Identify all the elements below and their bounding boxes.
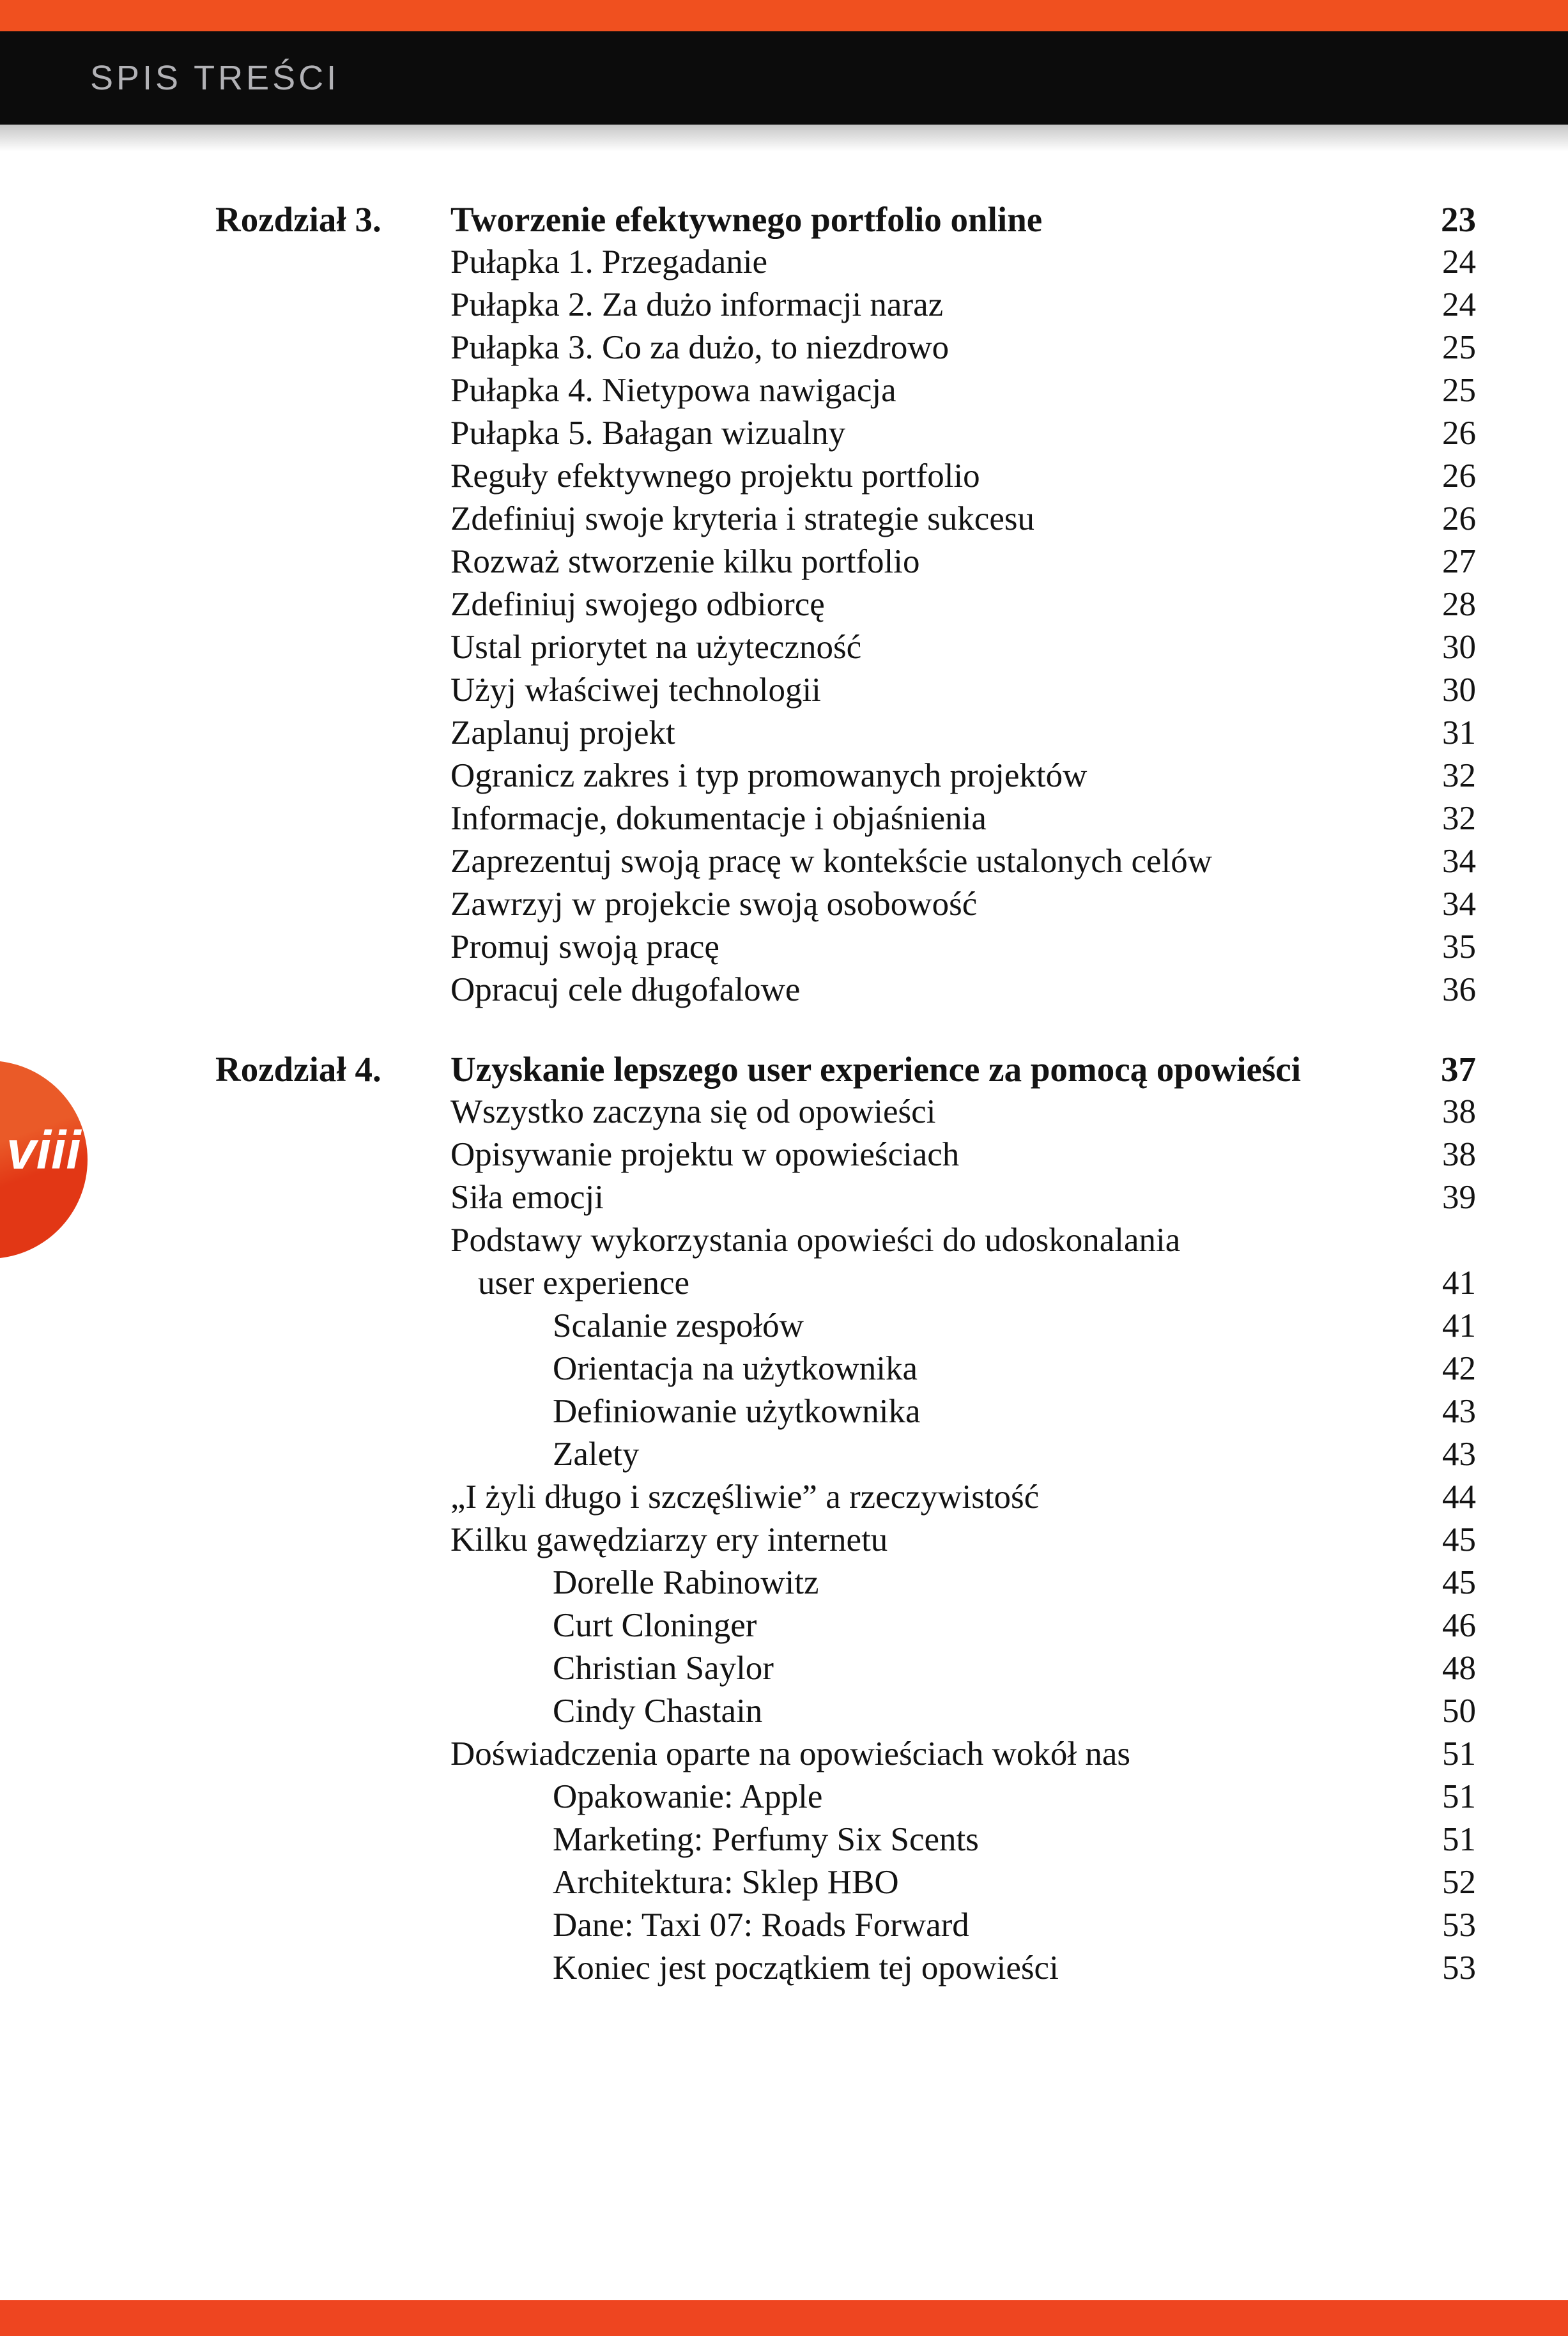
page-number: 53 <box>1442 1907 1476 1944</box>
chapter-label: Rozdział 4. <box>215 1050 381 1089</box>
entry-title: Informacje, dokumentacje i objaśnienia <box>450 800 987 837</box>
toc-entry-row <box>0 541 1568 583</box>
toc-entry-row <box>0 1091 1568 1133</box>
toc-entry-row <box>0 712 1568 755</box>
page-title: SPIS TREŚCI <box>90 59 340 97</box>
page-number: 51 <box>1442 1821 1476 1858</box>
page-number: 42 <box>1442 1350 1476 1387</box>
entry-title: Pułapka 4. Nietypowa nawigacja <box>450 372 896 409</box>
entry-title: Pułapka 1. Przegadanie <box>450 243 767 280</box>
toc-chapter <box>0 1048 1568 1990</box>
entry-title: Podstawy wykorzystania opowieści do udoskonalania <box>450 1222 1181 1259</box>
chapter-label: Rozdział 3. <box>215 200 381 239</box>
toc-entry-row <box>0 1818 1568 1861</box>
page-number: 41 <box>1442 1264 1476 1302</box>
toc-entry-row <box>0 1562 1568 1604</box>
toc-entry-row <box>0 797 1568 840</box>
entry-title: Scalanie zespołów <box>553 1307 804 1344</box>
page-header <box>0 31 1568 125</box>
toc-entry-row <box>0 1904 1568 1947</box>
page-number: 44 <box>1442 1479 1476 1516</box>
toc-entry-row <box>0 327 1568 369</box>
toc-entry-row <box>0 1776 1568 1818</box>
toc-entry-row <box>0 1305 1568 1348</box>
page-number: 52 <box>1442 1864 1476 1901</box>
page-number: 35 <box>1442 928 1476 965</box>
page-number: 25 <box>1442 372 1476 409</box>
entry-title: Pułapka 2. Za dużo informacji naraz <box>450 286 944 323</box>
toc-entry-row <box>0 1133 1568 1176</box>
entry-title: Cindy Chastain <box>553 1693 763 1730</box>
toc-entry-row <box>0 926 1568 969</box>
entry-title: Definiowanie użytkownika <box>553 1393 921 1430</box>
page-number: 30 <box>1442 629 1476 666</box>
entry-title: Zalety <box>553 1436 640 1473</box>
toc-entry-row <box>0 755 1568 797</box>
entry-title: Dane: Taxi 07: Roads Forward <box>553 1907 969 1944</box>
page-number: 51 <box>1442 1735 1476 1772</box>
page-number: 45 <box>1442 1521 1476 1558</box>
toc-chapter-row <box>0 198 1568 241</box>
entry-title: Architektura: Sklep HBO <box>553 1864 899 1901</box>
toc-entry-row <box>0 1604 1568 1647</box>
page-number: 23 <box>1441 200 1476 239</box>
page-number: 24 <box>1442 286 1476 323</box>
entry-title: Rozważ stworzenie kilku portfolio <box>450 543 920 580</box>
page-number: 26 <box>1442 415 1476 452</box>
entry-title: Orientacja na użytkownika <box>553 1350 918 1387</box>
entry-title: Wszystko zaczyna się od opowieści <box>450 1093 936 1130</box>
page-number-label: viii <box>6 1120 81 1180</box>
top-orange-bar <box>0 0 1568 31</box>
entry-title: Użyj właściwej technologii <box>450 672 821 709</box>
entry-title: Opracuj cele długofalowe <box>450 971 801 1008</box>
entry-title: Promuj swoją pracę <box>450 928 719 965</box>
toc <box>0 198 1568 1990</box>
toc-entry-row <box>0 1690 1568 1733</box>
toc-entry-row <box>0 455 1568 498</box>
toc-entry-row <box>0 498 1568 541</box>
bottom-orange-bar <box>0 2300 1568 2336</box>
entry-title: user experience <box>478 1264 690 1302</box>
entry-title: Ustal priorytet na użyteczność <box>450 629 862 666</box>
page-number: 26 <box>1442 457 1476 495</box>
toc-entry-row <box>0 840 1568 883</box>
page-number: 53 <box>1442 1949 1476 1986</box>
page-number: 46 <box>1442 1607 1476 1644</box>
entry-title: Opisywanie projektu w opowieściach <box>450 1136 960 1173</box>
toc-entry-row <box>0 1647 1568 1690</box>
page-number: 26 <box>1442 500 1476 537</box>
page-number: 45 <box>1442 1564 1476 1601</box>
page-number: 32 <box>1442 757 1476 794</box>
toc-entry-row <box>0 1262 1568 1305</box>
page-number: 34 <box>1442 843 1476 880</box>
page-number: 38 <box>1442 1093 1476 1130</box>
header-shadow-gradient <box>0 125 1568 151</box>
entry-title: Christian Saylor <box>553 1650 774 1687</box>
toc-entry-row <box>0 1519 1568 1562</box>
page-number: 38 <box>1442 1136 1476 1173</box>
entry-title: „I żyli długo i szczęśliwie” a rzeczywistość <box>450 1479 1040 1516</box>
page-number: 36 <box>1442 971 1476 1008</box>
toc-entry-row <box>0 284 1568 327</box>
entry-title: Curt Cloninger <box>553 1607 757 1644</box>
page-number: 27 <box>1442 543 1476 580</box>
page-number: 37 <box>1441 1050 1476 1089</box>
entry-title: Kilku gawędziarzy ery internetu <box>450 1521 888 1558</box>
toc-entry-row <box>0 1476 1568 1519</box>
entry-title: Ogranicz zakres i typ promowanych projektów <box>450 757 1088 794</box>
entry-title: Dorelle Rabinowitz <box>553 1564 819 1601</box>
entry-title: Reguły efektywnego projektu portfolio <box>450 457 980 495</box>
page-number: 51 <box>1442 1778 1476 1815</box>
toc-entry-row <box>0 669 1568 712</box>
page-number: 39 <box>1442 1179 1476 1216</box>
page-number: 34 <box>1442 886 1476 923</box>
chapter-title: Uzyskanie lepszego user experience za pomocą opowieści <box>450 1050 1301 1089</box>
toc-entry-row <box>0 1433 1568 1476</box>
chapter-title: Tworzenie efektywnego portfolio online <box>450 200 1043 239</box>
toc-entry-row <box>0 883 1568 926</box>
toc-entry-row <box>0 1947 1568 1990</box>
toc-entry-row <box>0 969 1568 1011</box>
page-number: 24 <box>1442 243 1476 280</box>
page-number: 43 <box>1442 1436 1476 1473</box>
entry-title: Pułapka 3. Co za dużo, to niezdrowo <box>450 329 949 366</box>
toc-entry-row <box>0 369 1568 412</box>
page-number: 28 <box>1442 586 1476 623</box>
page-number: 50 <box>1442 1693 1476 1730</box>
page-number: 32 <box>1442 800 1476 837</box>
page-number: 25 <box>1442 329 1476 366</box>
toc-entry-row <box>0 626 1568 669</box>
toc-entry-row <box>0 1733 1568 1776</box>
page-number: 48 <box>1442 1650 1476 1687</box>
entry-title: Marketing: Perfumy Six Scents <box>553 1821 979 1858</box>
toc-entry-row <box>0 1861 1568 1904</box>
entry-title: Siła emocji <box>450 1179 604 1216</box>
toc-entry-row <box>0 241 1568 284</box>
toc-entry-row <box>0 583 1568 626</box>
page-number: 41 <box>1442 1307 1476 1344</box>
entry-title: Pułapka 5. Bałagan wizualny <box>450 415 846 452</box>
toc-entry-row <box>0 1219 1568 1262</box>
entry-title: Opakowanie: Apple <box>553 1778 823 1815</box>
entry-title: Zdefiniuj swojego odbiorcę <box>450 586 825 623</box>
toc-chapter-row <box>0 1048 1568 1091</box>
toc-entry-row <box>0 412 1568 455</box>
page-number: 31 <box>1442 714 1476 751</box>
toc-entry-row <box>0 1348 1568 1390</box>
page-number: 30 <box>1442 672 1476 709</box>
toc-entry-row <box>0 1176 1568 1219</box>
entry-title: Zaplanuj projekt <box>450 714 675 751</box>
entry-title: Koniec jest początkiem tej opowieści <box>553 1949 1059 1986</box>
toc-chapter <box>0 198 1568 1011</box>
entry-title: Zdefiniuj swoje kryteria i strategie sukcesu <box>450 500 1034 537</box>
page-number: 43 <box>1442 1393 1476 1430</box>
toc-entry-row <box>0 1390 1568 1433</box>
entry-title: Doświadczenia oparte na opowieściach wokół nas <box>450 1735 1131 1772</box>
entry-title: Zaprezentuj swoją pracę w kontekście ustalonych celów <box>450 843 1213 880</box>
entry-title: Zawrzyj w projekcie swoją osobowość <box>450 886 978 923</box>
